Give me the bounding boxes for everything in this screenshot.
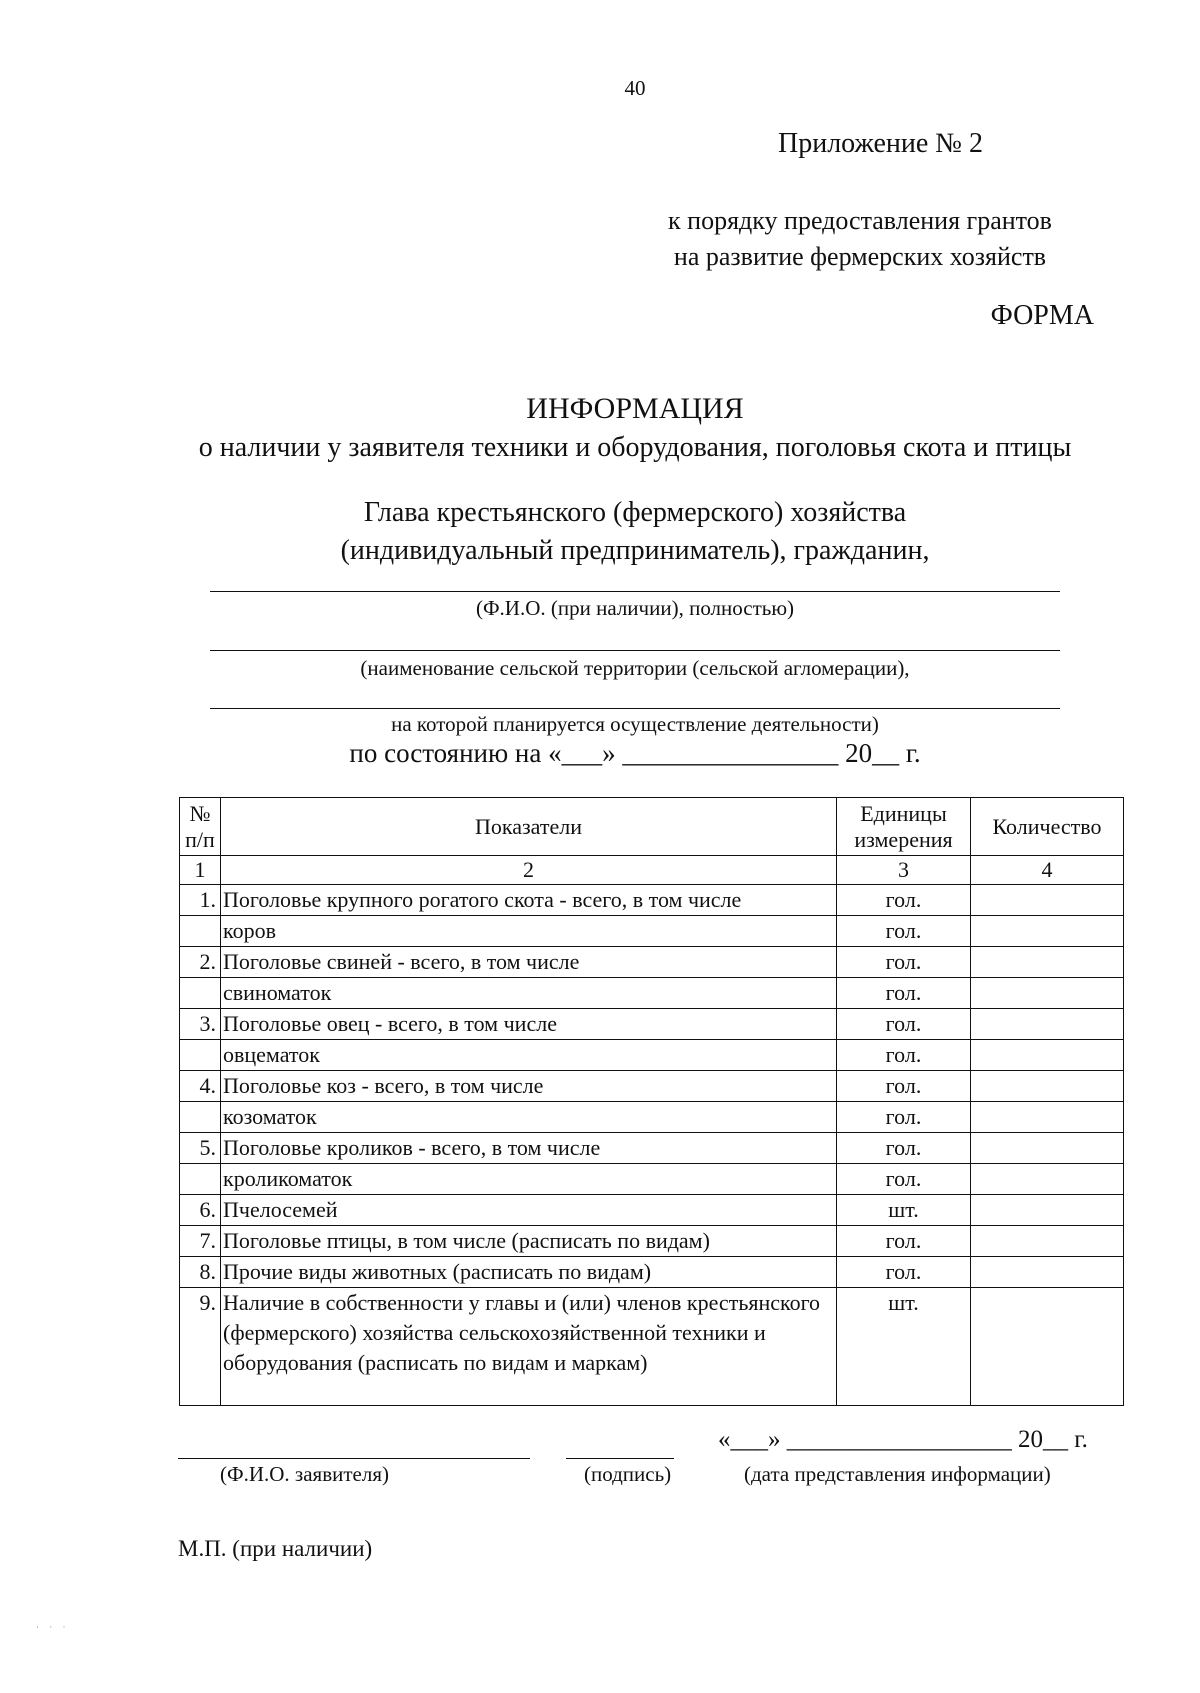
territory-caption: (наименование сельской территории (сельской агломерации), <box>360 656 910 680</box>
row-number <box>180 1040 221 1071</box>
row-quantity <box>971 1195 1124 1226</box>
table-row <box>180 1195 1124 1226</box>
row-unit: гол. <box>837 885 971 916</box>
table-row <box>180 978 1124 1009</box>
table-row <box>180 916 1124 947</box>
row-number <box>180 916 221 947</box>
scan-margin-marks: · · · <box>36 1622 70 1632</box>
row-unit: гол. <box>837 1133 971 1164</box>
row-number <box>180 978 221 1009</box>
table-row <box>180 1102 1124 1133</box>
document-subtitle: о наличии у заявителя техники и оборудования, поголовья скота и птицы <box>198 432 1072 463</box>
row-indicator: коров <box>221 916 837 947</box>
fio-fill-line <box>210 591 1060 592</box>
row-quantity <box>971 1071 1124 1102</box>
fio-caption: (Ф.И.О. (при наличии), полностью) <box>475 596 795 620</box>
row-quantity <box>971 1040 1124 1071</box>
table-row <box>180 1009 1124 1040</box>
territory-fill-line-2 <box>210 708 1060 709</box>
table-row <box>180 1226 1124 1257</box>
submission-date-line: «___» __________________ 20__ г. <box>718 1426 1088 1453</box>
row-number: 4. <box>180 1071 221 1102</box>
farm-head-line-1: Глава крестьянского (фермерского) хозяйства <box>363 497 907 528</box>
as-of-date-line: по состоянию на «___» ________________ 20__ г. <box>349 738 921 768</box>
row-quantity <box>971 1257 1124 1288</box>
order-reference-line-2: на развитие фермерских хозяйств <box>673 242 1047 271</box>
row-quantity <box>971 1009 1124 1040</box>
row-quantity <box>971 947 1124 978</box>
row-quantity <box>971 1133 1124 1164</box>
column-index: 1 <box>180 856 221 885</box>
table-row <box>180 1040 1124 1071</box>
farm-head-line-2: (индивидуальный предприниматель), гражданин, <box>340 535 930 566</box>
row-quantity <box>971 1226 1124 1257</box>
row-unit: гол. <box>837 1164 971 1195</box>
row-number <box>180 1164 221 1195</box>
row-indicator: свиноматок <box>221 978 837 1009</box>
table-row <box>180 1133 1124 1164</box>
submission-date-caption: (дата представления информации) <box>744 1462 1051 1486</box>
row-quantity <box>971 885 1124 916</box>
row-number: 6. <box>180 1195 221 1226</box>
row-quantity <box>971 1102 1124 1133</box>
row-unit: гол. <box>837 1102 971 1133</box>
table-row <box>180 885 1124 916</box>
row-unit: гол. <box>837 947 971 978</box>
signature-line <box>566 1458 674 1459</box>
row-number: 8. <box>180 1257 221 1288</box>
activity-caption: на которой планируется осуществление деятельности) <box>391 712 879 736</box>
appendix-label: Приложение № 2 <box>778 128 983 159</box>
row-indicator: Наличие в собственности у главы и (или) членов крестьянского (фермерского) хозяйства сельскохозяйственной техники и оборудования (расписать по видам и маркам) <box>221 1288 837 1406</box>
order-reference-line-1: к порядку предоставления грантов <box>668 206 1052 235</box>
page-number: 40 <box>624 76 646 100</box>
applicant-fio-line <box>178 1458 530 1459</box>
row-unit: гол. <box>837 1226 971 1257</box>
row-unit: шт. <box>837 1288 971 1406</box>
row-indicator: козоматок <box>221 1102 837 1133</box>
row-unit: гол. <box>837 1040 971 1071</box>
row-unit: гол. <box>837 978 971 1009</box>
indicators-table <box>179 797 1124 1406</box>
header-unit: Единицы измерения <box>837 798 971 856</box>
document-title: ИНФОРМАЦИЯ <box>526 392 744 425</box>
row-number: 3. <box>180 1009 221 1040</box>
row-indicator: Поголовье птицы, в том числе (расписать по видам) <box>221 1226 837 1257</box>
row-unit: гол. <box>837 916 971 947</box>
column-index-row <box>180 856 1124 885</box>
form-label: ФОРМА <box>990 300 1094 331</box>
row-quantity <box>971 916 1124 947</box>
header-indicator: Показатели <box>221 798 837 856</box>
row-unit: гол. <box>837 1071 971 1102</box>
row-unit: гол. <box>837 1257 971 1288</box>
row-indicator: Поголовье коз - всего, в том числе <box>221 1071 837 1102</box>
row-number: 2. <box>180 947 221 978</box>
table-row <box>180 1257 1124 1288</box>
table-row <box>180 1071 1124 1102</box>
column-index: 3 <box>837 856 971 885</box>
row-indicator: Пчелосемей <box>221 1195 837 1226</box>
header-num: № п/п <box>180 798 221 856</box>
row-indicator: кроликоматок <box>221 1164 837 1195</box>
table-row <box>180 947 1124 978</box>
row-indicator: овцематок <box>221 1040 837 1071</box>
column-index: 4 <box>971 856 1124 885</box>
row-unit: шт. <box>837 1195 971 1226</box>
header-quantity: Количество <box>971 798 1124 856</box>
table-row <box>180 1164 1124 1195</box>
table-header-row <box>180 798 1124 856</box>
row-number <box>180 1102 221 1133</box>
row-quantity <box>971 978 1124 1009</box>
table-row <box>180 1288 1124 1406</box>
signature-caption: (подпись) <box>584 1462 672 1486</box>
row-unit: гол. <box>837 1009 971 1040</box>
row-number: 7. <box>180 1226 221 1257</box>
stamp-note: М.П. (при наличии) <box>178 1536 373 1561</box>
row-number: 9. <box>180 1288 221 1406</box>
row-indicator: Поголовье кроликов - всего, в том числе <box>221 1133 837 1164</box>
row-indicator: Прочие виды животных (расписать по видам) <box>221 1257 837 1288</box>
row-quantity <box>971 1288 1124 1406</box>
row-number: 1. <box>180 885 221 916</box>
row-indicator: Поголовье овец - всего, в том числе <box>221 1009 837 1040</box>
row-quantity <box>971 1164 1124 1195</box>
row-indicator: Поголовье крупного рогатого скота - всего, в том числе <box>221 885 837 916</box>
territory-fill-line <box>210 650 1060 651</box>
row-number: 5. <box>180 1133 221 1164</box>
column-index: 2 <box>221 856 837 885</box>
applicant-fio-caption: (Ф.И.О. заявителя) <box>220 1462 389 1486</box>
row-indicator: Поголовье свиней - всего, в том числе <box>221 947 837 978</box>
